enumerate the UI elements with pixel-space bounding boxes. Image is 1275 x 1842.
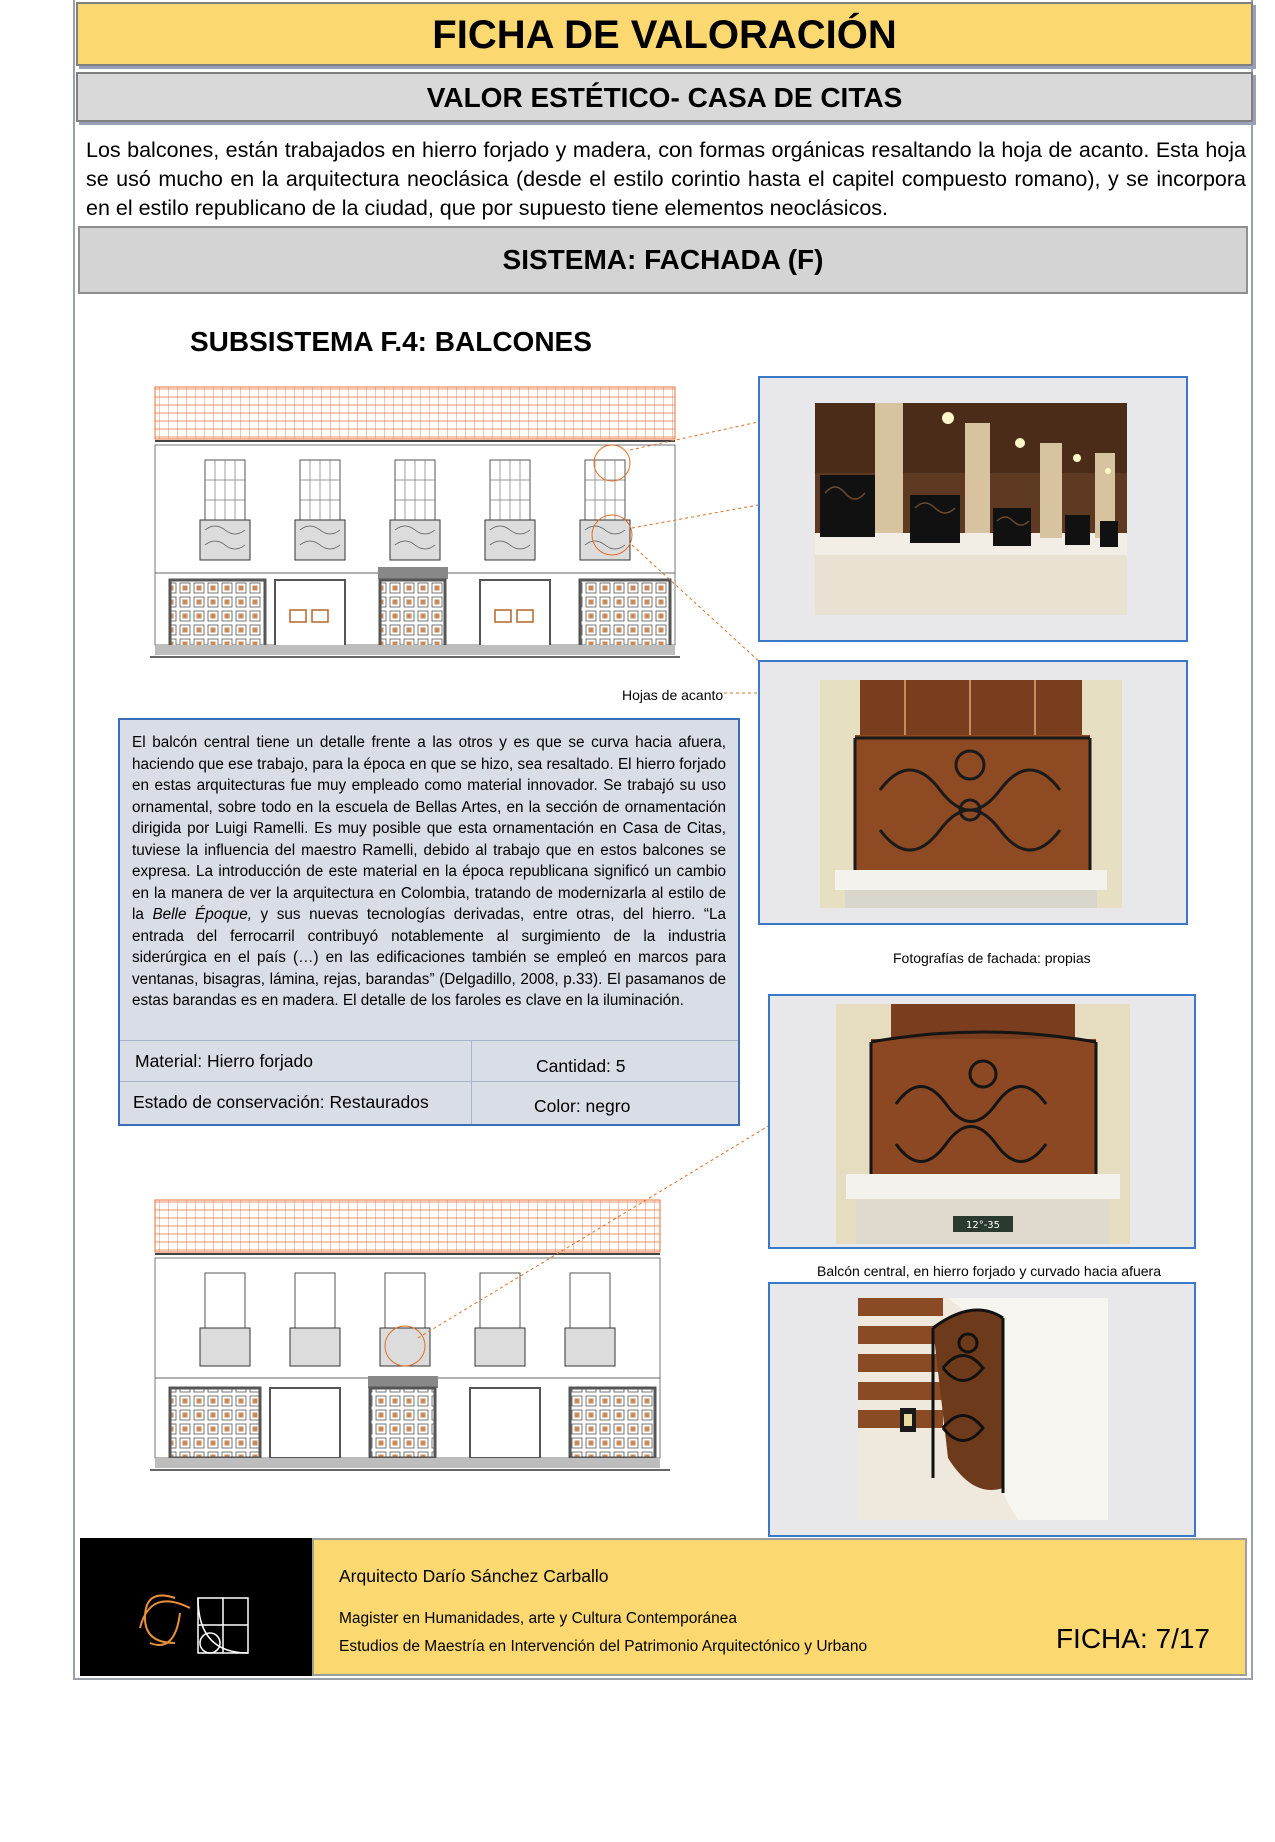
description-text xyxy=(132,732,726,1012)
quantity-field: Cantidad: 5 xyxy=(536,1056,626,1076)
table-col-rule xyxy=(471,1040,472,1124)
balcony-side-view-photo xyxy=(858,1298,1108,1520)
golden-ratio-logo-icon xyxy=(80,1538,312,1676)
description-text-part2: y sus nuevas tecnologías derivadas, entre otras, del hierro. “La entrada del ferrocarril contribuyó notablemente al surgimiento de la industria siderúrgica en el país (…) en las edificaciones también se empleó en marcos para ventanas, bisagras, lámina, rejas, barandas” (Delgadillo, 2008, p.33). El pasamanos de estas barandas es en madera. El detalle de los faroles es clave en la iluminación. xyxy=(132,906,726,1009)
caption-acanthus: Hojas de acanto xyxy=(622,687,724,703)
photo-frame-side xyxy=(768,1282,1196,1537)
condition-field: Estado de conservación: Restaurados xyxy=(133,1092,429,1112)
photo-frame-central xyxy=(768,994,1196,1249)
table-top-rule xyxy=(120,1040,738,1041)
subsystem-title: SUBSISTEMA F.4: BALCONES xyxy=(190,326,592,357)
intro-paragraph: Los balcones, están trabajados en hierro forjado y madera, con formas orgánicas resaltando la hoja de acanto. Esta hoja se usó mucho en la arquitectura neoclásica (desde el estilo corintio hasta el capitel compuesto romano), y se incorpora en el estilo republicano de la ciudad, que por supuesto tiene elementos neoclásicos. xyxy=(86,138,1246,220)
belle-epoque-term: Belle Époque, xyxy=(152,906,252,923)
ficha-number: FICHA: 7/17 xyxy=(1055,1623,1210,1654)
description-box xyxy=(118,718,740,1126)
color-field: Color: negro xyxy=(534,1096,631,1116)
system-title: SISTEMA: FACHADA (F) xyxy=(502,244,824,275)
central-balcony-front-photo xyxy=(820,680,1122,908)
author-name: Arquitecto Darío Sánchez Carballo xyxy=(339,1566,609,1586)
address-plate: 12°-35 xyxy=(965,1220,1001,1231)
photo-frame-facade xyxy=(758,376,1188,642)
author-studies: Estudios de Maestría en Intervención del Patrimonio Arquitectónico y Urbano xyxy=(339,1638,868,1655)
description-text-part1: El balcón central tiene un detalle frente a las otros y es que se curva hacia afuera, haciendo que ese trabajo, para la época en que se hizo, sea resaltado. El hierro forjado en estas arquitecturas fue muy empleado como material innovador. Se trabajó su uso ornamental, sobre todo en la escuela de Bellas Artes, en la sección de ornamentación dirigida por Luigi Ramelli. Es muy posible que esta ornamentación en Casa de Citas, tuviese la influencia del maestro Ramelli, debido al trabajo que en estos balcones se expresa. La introducción de este material en la época republicana significó un cambio en la manera de ver la arquitectura en Colombia, tratando de modernizarla al estilo de la xyxy=(132,734,726,923)
table-mid-rule xyxy=(120,1081,738,1082)
author-degree: Magister en Humanidades, arte y Cultura Contemporánea xyxy=(339,1610,738,1627)
central-balcony-photo xyxy=(836,1004,1130,1244)
photo-frame-acanthus xyxy=(758,660,1188,925)
footer-logo-block xyxy=(80,1538,312,1676)
page-title: FICHA DE VALORACIÓN xyxy=(432,13,897,57)
caption-central-balcony: Balcón central, en hierro forjado y curvado hacia afuera xyxy=(817,1263,1161,1279)
page-subtitle: VALOR ESTÉTICO- CASA DE CITAS xyxy=(426,82,903,113)
material-field: Material: Hierro forjado xyxy=(135,1051,313,1071)
caption-photos-source: Fotografías de fachada: propias xyxy=(893,950,1091,966)
facade-balconies-photo xyxy=(815,403,1127,615)
footer-info-block xyxy=(312,1538,1247,1676)
